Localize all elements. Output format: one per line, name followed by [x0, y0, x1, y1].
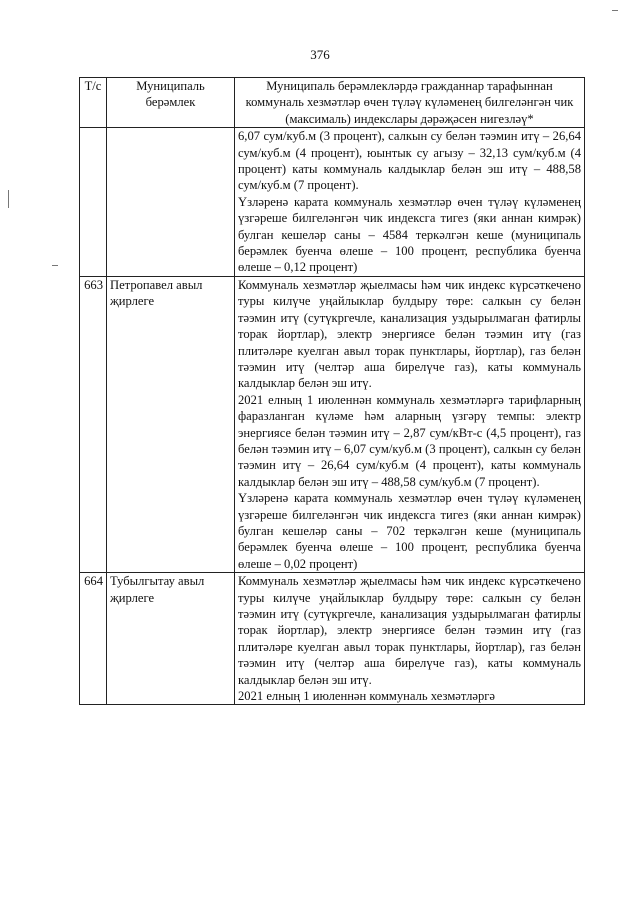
row-paragraph: 2021 елның 1 июленнән коммуналь хезмәтләргә — [238, 689, 495, 704]
row-description — [235, 573, 585, 705]
row-number: 664 — [80, 573, 107, 705]
row-description — [235, 128, 585, 277]
page-number: 376 — [310, 47, 330, 62]
header-number: Т/с — [80, 78, 107, 128]
row-paragraph: 2021 елның 1 июленнән коммуналь хезмәтләргә тарифларның фаразланган күләме һәм аларның үзгәрү темпы: электр энергиясе белән тәэмин итү – 2,87 сум/кВт-с (4,5 процент), газ белән тәэмин итү – 6,07 сум/куб.м (3 процент), салкын су белән тәэмин итү – 26,64 сум/куб.м (4 процент), каты коммуналь калдыклар белән эш итү – 488,58 сум/куб.м (7 процент). — [238, 392, 581, 489]
tariff-index-table — [79, 77, 585, 705]
header-indices: Муниципаль берәмлекләрдә гражданнар тарафыннан коммуналь хезмәтләр өчен түләү күләменең билгеләнгән чик (максималь) индекслары дәрәҗәсен нигезләү* — [235, 78, 585, 128]
row-paragraph: Коммуналь хезмәтләр җыелмасы һәм чик индекс күрсәткечено туры килүче уңайлыклар булдыру төре: салкын су белән тәэмин итү (сутүкргечле, канализация уздырылмаган фатирлы торак йортлар), электр энергиясе белән тәэмин итү (газ плитәләре куелган авыл торак пунктлары, йортлар), газ белән тәэмин итү (челтәр аша бирелүче газ), каты коммуналь калдыклар белән эш итү. — [238, 277, 581, 391]
row-number: 663 — [80, 276, 107, 572]
row-municipality — [107, 128, 235, 277]
row-description — [235, 276, 585, 572]
row-paragraph: Коммуналь хезмәтләр җыелмасы һәм чик индекс күрсәткечено туры килүче уңайлыклар булдыру төре: салкын су белән тәэмин итү (сутүкргечле, канализация уздырылмаган фатирлы торак йортлар), электр энергиясе белән тәэмин итү (газ плитәләре куелган авыл торак пунктлары, йортлар), газ белән тәэмин итү (челтәр аша бирелүче газ), каты коммуналь калдыклар белән эш итү. — [238, 574, 581, 687]
header-municipality: Муниципаль берәмлек — [107, 78, 235, 128]
row-number — [80, 128, 107, 277]
table-row — [80, 573, 585, 705]
scan-mark — [8, 190, 9, 208]
row-paragraph: Үзләренә карата коммуналь хезмәтләр өчен түләү күләменең үзгәреше билгеләнгән чик индексга тигез (яки аннан кимрәк) булган кешеләр саны – 702 теркәлгән кеше (муниципаль берәмлек буенча өлеше – 100 процент, республика буенча өлеше – 0,02 процент) — [238, 491, 581, 571]
scan-mark — [52, 265, 58, 266]
row-municipality: Тубылгытау авыл җирлеге — [107, 573, 235, 705]
table-row — [80, 276, 585, 572]
scan-mark — [612, 10, 618, 11]
table-row — [80, 128, 585, 277]
row-municipality: Петропавел авыл җирлеге — [107, 276, 235, 572]
table-header-row — [80, 78, 585, 128]
row-paragraph: 6,07 сум/куб.м (3 процент), салкын су белән тәэмин итү – 26,64 сум/куб.м (4 процент), юынтык су агызу – 32,13 сум/куб.м (4 процент) каты коммуналь калдыклар белән эш итү – 488,58 сум/куб.м (7 процент). — [238, 129, 581, 193]
row-paragraph: Үзләренә карата коммуналь хезмәтләр өчен түләү күләменең үзгәреше билгеләнгән чик индексга тигез (яки аннан кимрәк) булган кешеләр саны – 4584 теркәлгән кеше (муниципаль берәмлек буенча өлеше – 100 процент, республика буенча өлеше – 0,12 процент) — [238, 194, 581, 275]
